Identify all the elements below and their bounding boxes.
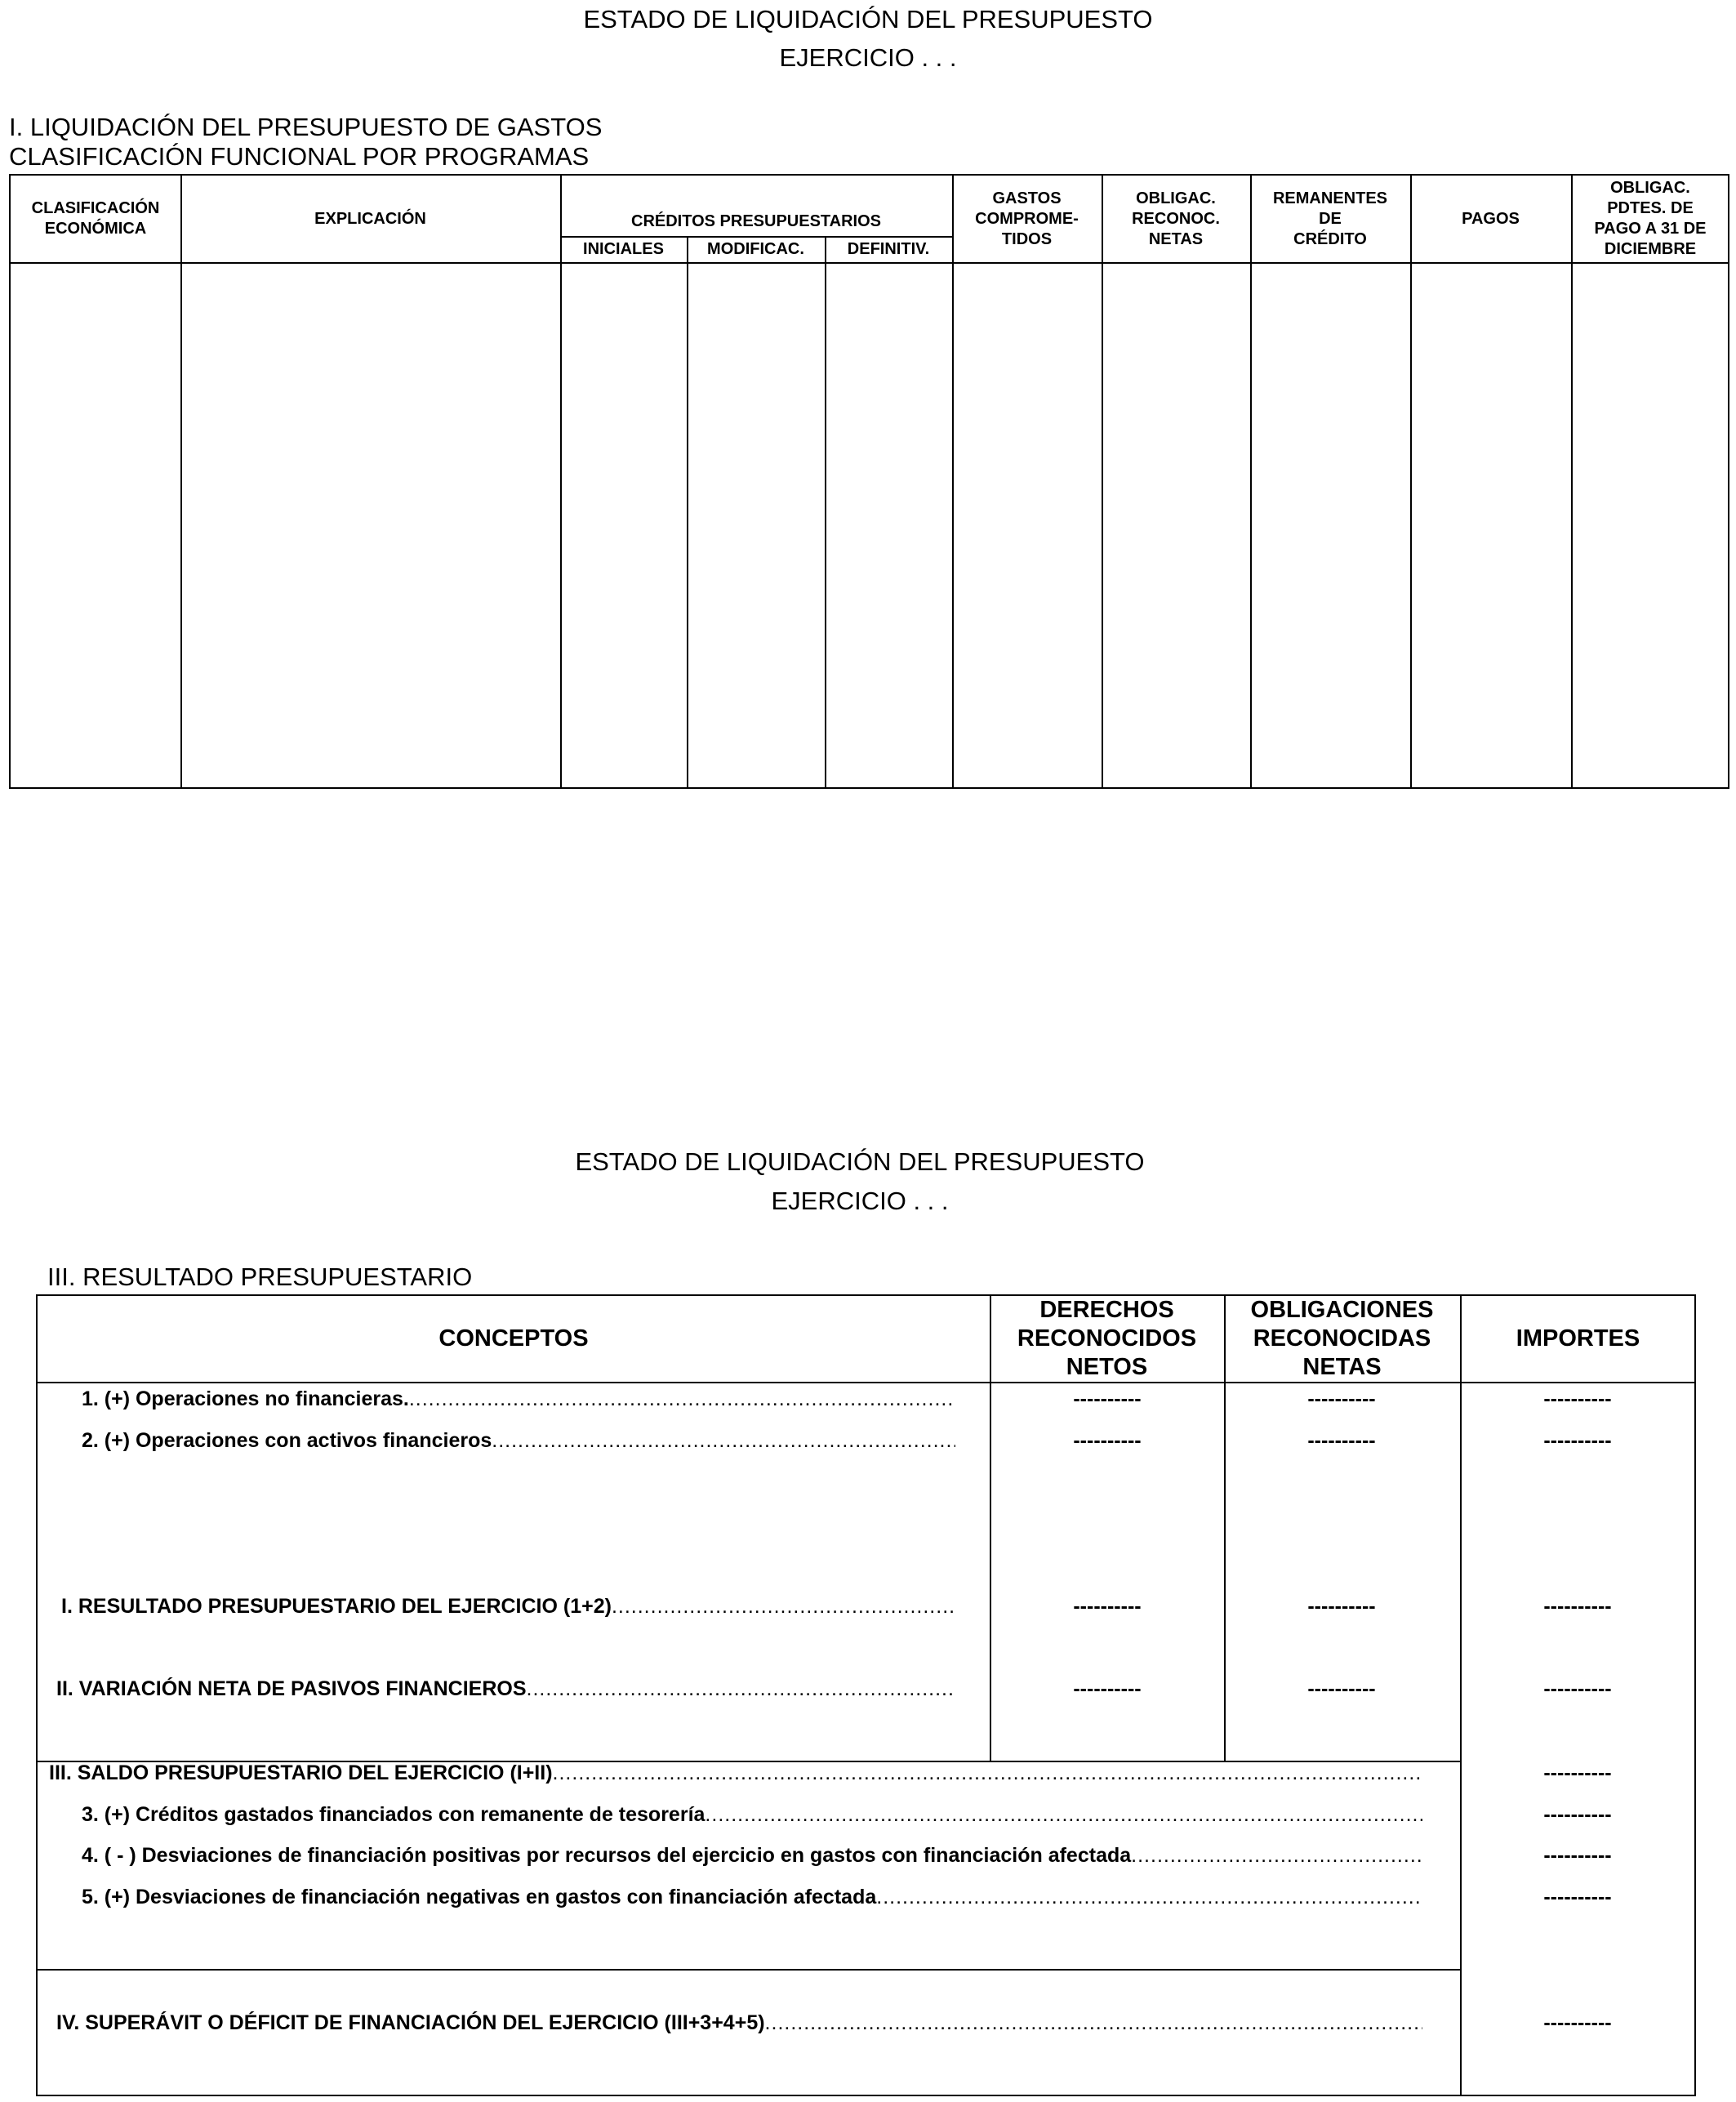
row-result-i-importes: ---------- <box>1543 1595 1612 1618</box>
expenses-table <box>9 174 1729 789</box>
page-subtitle-1: EJERCICIO . . . <box>779 43 957 72</box>
header-definitiv: DEFINITIV. <box>847 239 930 258</box>
row-4: 4. ( - ) Desviaciones de financiación positivas por recursos del ejercicio en gastos con financiación afectada ..... <box>82 1844 1422 1868</box>
header-obligac: OBLIGAC. RECONOC. NETAS <box>1132 189 1220 248</box>
header-explicacion: EXPLICACIÓN <box>314 209 426 228</box>
header-remanentes: REMANENTES DE CRÉDITO <box>1272 189 1387 248</box>
budget-result-table <box>36 1294 1696 2096</box>
row-variation-ii-derechos: ---------- <box>1073 1677 1142 1700</box>
row-superavit-iv-importes: ---------- <box>1543 2011 1612 2034</box>
row-1-importes: ---------- <box>1543 1387 1612 1410</box>
row-2-derechos: ---------- <box>1073 1429 1142 1452</box>
header-conceptos: CONCEPTOS <box>438 1325 589 1352</box>
row-3: 3. (+) Créditos gastados financiados con remanente de tesorería ..... <box>82 1803 1422 1827</box>
header-obligaciones: OBLIGACIONES RECONOCIDAS NETAS <box>1250 1297 1434 1380</box>
row-variation-ii-importes: ---------- <box>1543 1677 1612 1700</box>
row-superavit-iv: IV. SUPERÁVIT O DÉFICIT DE FINANCIACIÓN DEL EJERCICIO (III+3+4+5) ..... <box>56 2011 1422 2035</box>
row-result-i-derechos: ---------- <box>1073 1595 1142 1618</box>
header-clasificacion: CLASIFICACIÓN ECONÓMICA <box>31 199 160 238</box>
header-iniciales: INICIALES <box>583 239 664 258</box>
row-4-importes: ---------- <box>1543 1844 1612 1867</box>
header-gastos: GASTOS COMPROME- TIDOS <box>975 189 1079 248</box>
row-1: 1. (+) Operaciones no financieras. ..... <box>82 1387 955 1411</box>
section-title-result: III. RESULTADO PRESUPUESTARIO <box>47 1263 473 1291</box>
section-subtitle-programs: CLASIFICACIÓN FUNCIONAL POR PROGRAMAS <box>9 142 590 171</box>
row-2-importes: ---------- <box>1543 1429 1612 1452</box>
header-creditos: CRÉDITOS PRESUPUESTARIOS <box>631 212 881 230</box>
row-5: 5. (+) Desviaciones de financiación negativas en gastos con financiación afectada ..... <box>82 1886 1422 1909</box>
header-derechos: DERECHOS RECONOCIDOS NETOS <box>1017 1297 1197 1380</box>
header-modificac: MODIFICAC. <box>707 239 804 258</box>
row-saldo-iii: III. SALDO PRESUPUESTARIO DEL EJERCICIO (I+II) ..... <box>49 1761 1422 1785</box>
header-importes: IMPORTES <box>1516 1325 1640 1352</box>
page-title-1: ESTADO DE LIQUIDACIÓN DEL PRESUPUESTO <box>583 5 1153 33</box>
row-1-derechos: ---------- <box>1073 1387 1142 1410</box>
row-5-importes: ---------- <box>1543 1886 1612 1908</box>
page-subtitle-2: EJERCICIO . . . <box>771 1187 949 1215</box>
row-2: 2. (+) Operaciones con activos financieros ..... <box>82 1429 955 1453</box>
section-title-expenses: I. LIQUIDACIÓN DEL PRESUPUESTO DE GASTOS <box>9 113 603 141</box>
row-variation-ii: II. VARIACIÓN NETA DE PASIVOS FINANCIEROS ..... <box>56 1677 955 1701</box>
page-title-2: ESTADO DE LIQUIDACIÓN DEL PRESUPUESTO <box>575 1147 1145 1176</box>
row-3-importes: ---------- <box>1543 1803 1612 1826</box>
header-pendientes: OBLIGAC. PDTES. DE PAGO A 31 DE DICIEMBRE <box>1594 179 1707 258</box>
row-saldo-iii-importes: ---------- <box>1543 1761 1612 1784</box>
row-1-obligaciones: ---------- <box>1307 1387 1376 1410</box>
row-variation-ii-obligaciones: ---------- <box>1307 1677 1376 1700</box>
row-result-i-obligaciones: ---------- <box>1307 1595 1376 1618</box>
row-result-i: I. RESULTADO PRESUPUESTARIO DEL EJERCICIO (1+2) ..... <box>61 1595 955 1619</box>
row-2-obligaciones: ---------- <box>1307 1429 1376 1452</box>
header-pagos: PAGOS <box>1462 209 1520 228</box>
